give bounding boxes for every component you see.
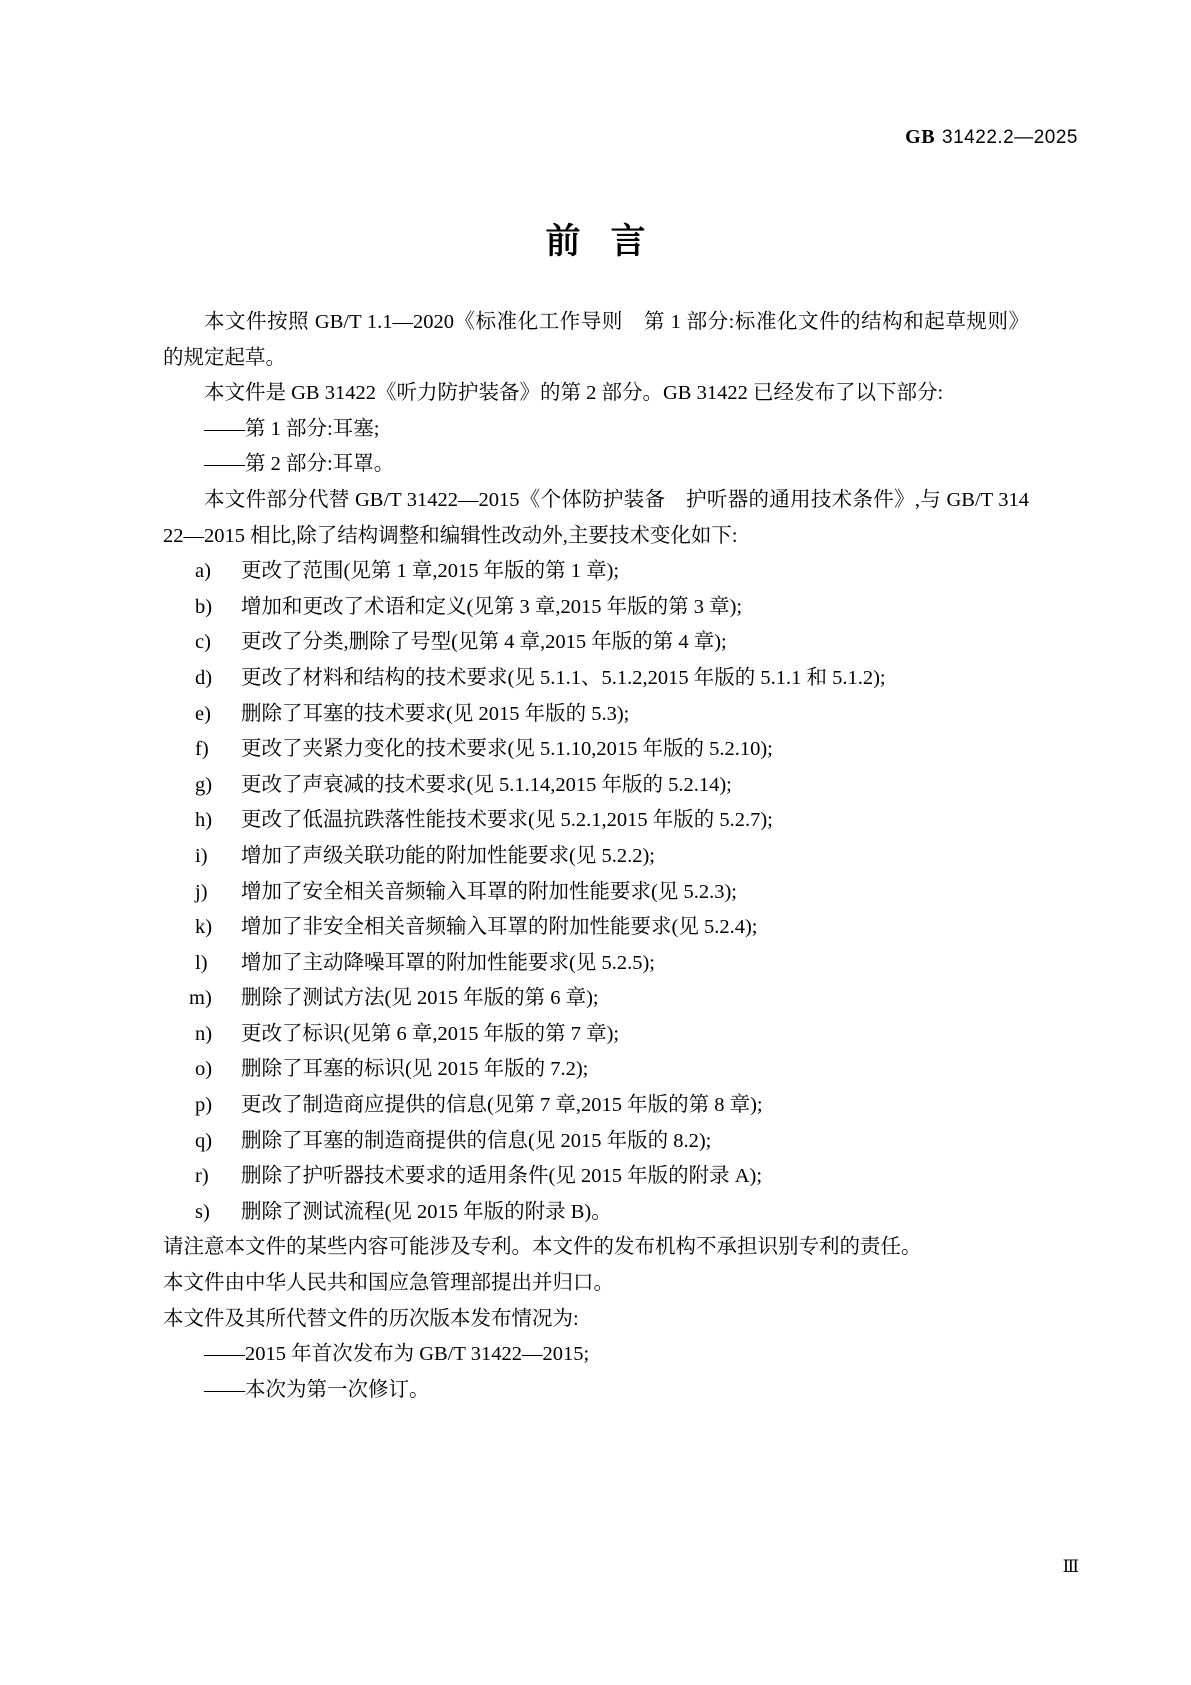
list-item bbox=[163, 697, 1029, 733]
list-marker: r) bbox=[195, 1165, 209, 1188]
list-item-text: 更改了制造商应提供的信息(见第 7 章,2015 年版的第 8 章); bbox=[241, 1094, 763, 1117]
list-item bbox=[163, 875, 1029, 911]
list-item bbox=[163, 590, 1029, 626]
list-item bbox=[163, 839, 1029, 875]
list-item-text: 增加了安全相关音频输入耳罩的附加性能要求(见 5.2.3); bbox=[241, 880, 737, 903]
history-item: ——本次为第一次修订。 bbox=[204, 1378, 430, 1401]
list-marker: s) bbox=[195, 1200, 210, 1223]
list-marker: o) bbox=[195, 1058, 213, 1081]
list-item bbox=[163, 1195, 1029, 1231]
list-item bbox=[163, 1017, 1029, 1053]
list-item bbox=[163, 803, 1029, 839]
list-item-text: 删除了耳塞的技术要求(见 2015 年版的 5.3); bbox=[241, 702, 630, 725]
paragraph-history-intro: 本文件及其所代替文件的历次版本发布情况为: bbox=[163, 1307, 579, 1330]
list-item-text: 增加了非安全相关音频输入耳罩的附加性能要求(见 5.2.4); bbox=[241, 916, 758, 939]
list-marker: m) bbox=[189, 987, 212, 1010]
list-item bbox=[163, 661, 1029, 697]
list-marker: d) bbox=[195, 666, 213, 689]
list-item bbox=[163, 981, 1029, 1017]
list-item bbox=[163, 1088, 1029, 1124]
list-item-text: 更改了声衰减的技术要求(见 5.1.14,2015 年版的 5.2.14); bbox=[241, 773, 732, 796]
list-item-text: 增加了声级关联功能的附加性能要求(见 5.2.2); bbox=[241, 844, 655, 867]
part-item: ——第 2 部分:耳罩。 bbox=[204, 453, 395, 476]
list-item-text: 增加和更改了术语和定义(见第 3 章,2015 年版的第 3 章); bbox=[241, 595, 743, 618]
list-item-text: 更改了夹紧力变化的技术要求(见 5.1.10,2015 年版的 5.2.10); bbox=[241, 738, 773, 761]
list-marker: q) bbox=[195, 1129, 213, 1152]
paragraph-drafting-rule: 本文件按照 GB/T 1.1—2020《标准化工作导则 第 1 部分:标准化文件的结构和起草规则》的规定起草。 bbox=[163, 311, 1029, 369]
list-item-text: 删除了耳塞的制造商提供的信息(见 2015 年版的 8.2); bbox=[241, 1129, 712, 1152]
list-item bbox=[163, 625, 1029, 661]
list-marker: i) bbox=[195, 844, 208, 867]
list-marker: g) bbox=[195, 773, 213, 796]
list-marker: f) bbox=[195, 738, 209, 761]
list-marker: c) bbox=[195, 631, 211, 654]
list-item bbox=[163, 768, 1029, 804]
paragraph-replacement-intro: 本文件部分代替 GB/T 31422—2015《个体防护装备 护听器的通用技术条件》,与 GB/T 31422—2015 相比,除了结构调整和编辑性改动外,主要技术变化如下: bbox=[163, 488, 1029, 547]
foreword-body bbox=[163, 305, 1029, 1408]
list-marker: a) bbox=[195, 560, 211, 583]
list-item bbox=[163, 1052, 1029, 1088]
standard-number: 31422.2—2025 bbox=[942, 127, 1078, 148]
list-item bbox=[163, 1124, 1029, 1160]
list-item-text: 更改了范围(见第 1 章,2015 年版的第 1 章); bbox=[241, 560, 620, 583]
list-marker: n) bbox=[195, 1022, 213, 1045]
list-marker: l) bbox=[195, 951, 208, 974]
part-item: ——第 1 部分:耳塞; bbox=[204, 417, 380, 440]
list-item-text: 删除了护听器技术要求的适用条件(见 2015 年版的附录 A); bbox=[241, 1165, 763, 1188]
list-marker: k) bbox=[195, 916, 213, 939]
list-item-text: 删除了耳塞的标识(见 2015 年版的 7.2); bbox=[241, 1058, 589, 1081]
list-marker: e) bbox=[195, 702, 211, 725]
list-marker: b) bbox=[195, 595, 213, 618]
list-marker: p) bbox=[195, 1094, 213, 1117]
paragraph-patent-notice: 请注意本文件的某些内容可能涉及专利。本文件的发布机构不承担识别专利的责任。 bbox=[163, 1236, 922, 1259]
running-header bbox=[0, 126, 1078, 149]
list-marker: h) bbox=[195, 809, 213, 832]
list-item-text: 删除了测试方法(见 2015 年版的第 6 章); bbox=[241, 987, 599, 1010]
list-item bbox=[163, 1159, 1029, 1195]
list-item-text: 删除了测试流程(见 2015 年版的附录 B)。 bbox=[241, 1200, 612, 1223]
page-number: Ⅲ bbox=[1062, 1557, 1079, 1576]
list-item-text: 更改了分类,删除了号型(见第 4 章,2015 年版的第 4 章); bbox=[241, 631, 727, 654]
list-item-text: 更改了材料和结构的技术要求(见 5.1.1、5.1.2,2015 年版的 5.1.1 和 5.1.2); bbox=[241, 666, 886, 689]
list-item bbox=[163, 946, 1029, 982]
technical-changes-list bbox=[163, 554, 1029, 1230]
list-item bbox=[163, 732, 1029, 768]
history-item: ——2015 年首次发布为 GB/T 31422—2015; bbox=[204, 1343, 590, 1366]
list-item bbox=[163, 554, 1029, 590]
list-item bbox=[163, 910, 1029, 946]
list-item-text: 更改了标识(见第 6 章,2015 年版的第 7 章); bbox=[241, 1022, 620, 1045]
page-title: 前言 bbox=[545, 222, 676, 262]
paragraph-parts-intro: 本文件是 GB 31422《听力防护装备》的第 2 部分。GB 31422 已经发布了以下部分: bbox=[204, 382, 944, 405]
list-marker: j) bbox=[195, 880, 208, 903]
paragraph-proposer: 本文件由中华人民共和国应急管理部提出并归口。 bbox=[163, 1272, 614, 1295]
standard-prefix: GB bbox=[905, 126, 936, 148]
list-item-text: 增加了主动降噪耳罩的附加性能要求(见 5.2.5); bbox=[241, 951, 655, 974]
list-item-text: 更改了低温抗跌落性能技术要求(见 5.2.1,2015 年版的 5.2.7); bbox=[241, 809, 773, 832]
